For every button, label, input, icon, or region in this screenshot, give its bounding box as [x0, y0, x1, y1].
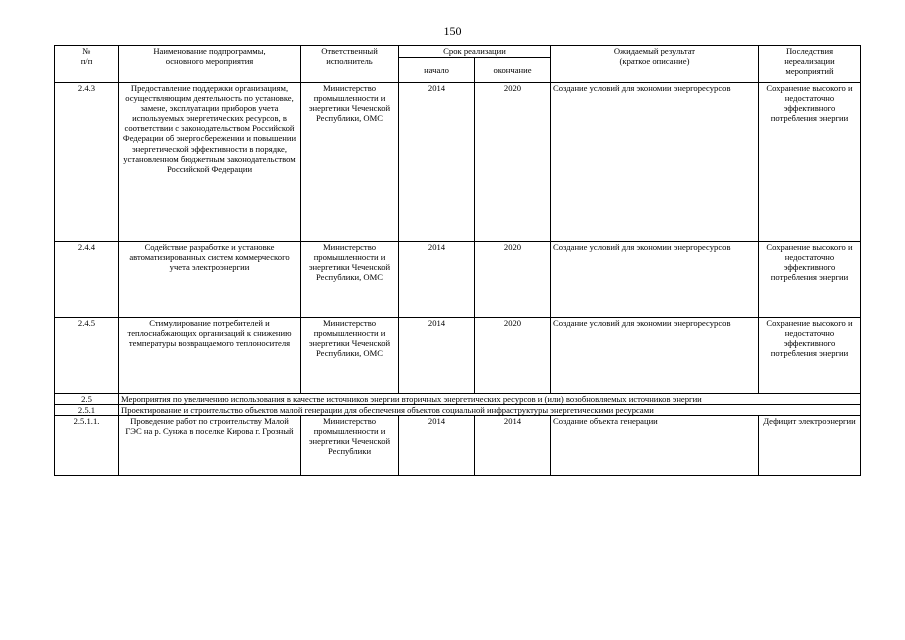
header-expected-result: Ожидаемый результат (краткое описание)	[551, 46, 759, 83]
row-number: 2.4.4	[55, 242, 119, 318]
section-row	[55, 394, 861, 405]
section-number: 2.5	[55, 394, 119, 405]
row-start-year: 2014	[399, 318, 475, 394]
row-consequence: Сохранение высокого и недостаточно эффективного потребления энергии	[759, 83, 861, 242]
header-number: № п/п	[55, 46, 119, 83]
table-row	[55, 318, 861, 394]
row-consequence: Дефицит электроэнергии	[759, 416, 861, 476]
row-expected-result: Создание условий для экономии энергоресурсов	[551, 242, 759, 318]
row-start-year: 2014	[399, 416, 475, 476]
section-title: Мероприятия по увеличению использования в качестве источников энергии вторичных энергетических ресурсов и (или) возобновляемых источников энергии	[119, 394, 861, 405]
row-executor: Министерство промышленности и энергетики Чеченской Республики, ОМС	[301, 318, 399, 394]
row-measure-name: Стимулирование потребителей и теплоснабжающих организаций к снижению температуры возвращаемого теплоносителя	[119, 318, 301, 394]
row-start-year: 2014	[399, 242, 475, 318]
row-expected-result: Создание условий для экономии энергоресурсов	[551, 318, 759, 394]
subsection-number: 2.5.1	[55, 405, 119, 416]
header-start: начало	[399, 58, 475, 83]
header-term: Срок реализации	[399, 46, 551, 58]
row-measure-name: Содействие разработке и установке автоматизированных систем коммерческого учета электроэнергии	[119, 242, 301, 318]
row-number: 2.5.1.1.	[55, 416, 119, 476]
row-measure-name: Проведение работ по строительству Малой ГЭС на р. Сунжа в поселке Кирова г. Грозный	[119, 416, 301, 476]
row-end-year: 2020	[475, 318, 551, 394]
row-consequence: Сохранение высокого и недостаточно эффективного потребления энергии	[759, 318, 861, 394]
row-consequence: Сохранение высокого и недостаточно эффективного потребления энергии	[759, 242, 861, 318]
header-measure-name: Наименование подпрограммы, основного мероприятия	[119, 46, 301, 83]
row-executor: Министерство промышленности и энергетики Чеченской Республики, ОМС	[301, 242, 399, 318]
row-start-year: 2014	[399, 83, 475, 242]
header-consequences: Последствия нереализации мероприятий	[759, 46, 861, 83]
row-end-year: 2020	[475, 83, 551, 242]
row-measure-name: Предоставление поддержки организациям, осуществляющим деятельность по установке, замене, эксплуатации приборов учета используемых энергетических ресурсов, в соответствии с законодательством Российской Федерации об энергосбережении и повышении энергетической эффективности в порядке, установленном бюджетным законодательством Российской Федерации	[119, 83, 301, 242]
header-executor: Ответственный исполнитель	[301, 46, 399, 83]
row-end-year: 2020	[475, 242, 551, 318]
row-number: 2.4.3	[55, 83, 119, 242]
subsection-row	[55, 405, 861, 416]
measures-table	[54, 45, 861, 476]
row-executor: Министерство промышленности и энергетики Чеченской Республики, ОМС	[301, 83, 399, 242]
row-number: 2.4.5	[55, 318, 119, 394]
subsection-title: Проектирование и строительство объектов малой генерации для обеспечения объектов социальной инфраструктуры энергетическими ресурсами	[119, 405, 861, 416]
row-end-year: 2014	[475, 416, 551, 476]
row-expected-result: Создание объекта генерации	[551, 416, 759, 476]
row-executor: Министерство промышленности и энергетики Чеченской Республики	[301, 416, 399, 476]
table-row	[55, 416, 861, 476]
table-row	[55, 242, 861, 318]
header-end: окончание	[475, 58, 551, 83]
table-row	[55, 83, 861, 242]
row-expected-result: Создание условий для экономии энергоресурсов	[551, 83, 759, 242]
page-number: 150	[443, 24, 462, 38]
